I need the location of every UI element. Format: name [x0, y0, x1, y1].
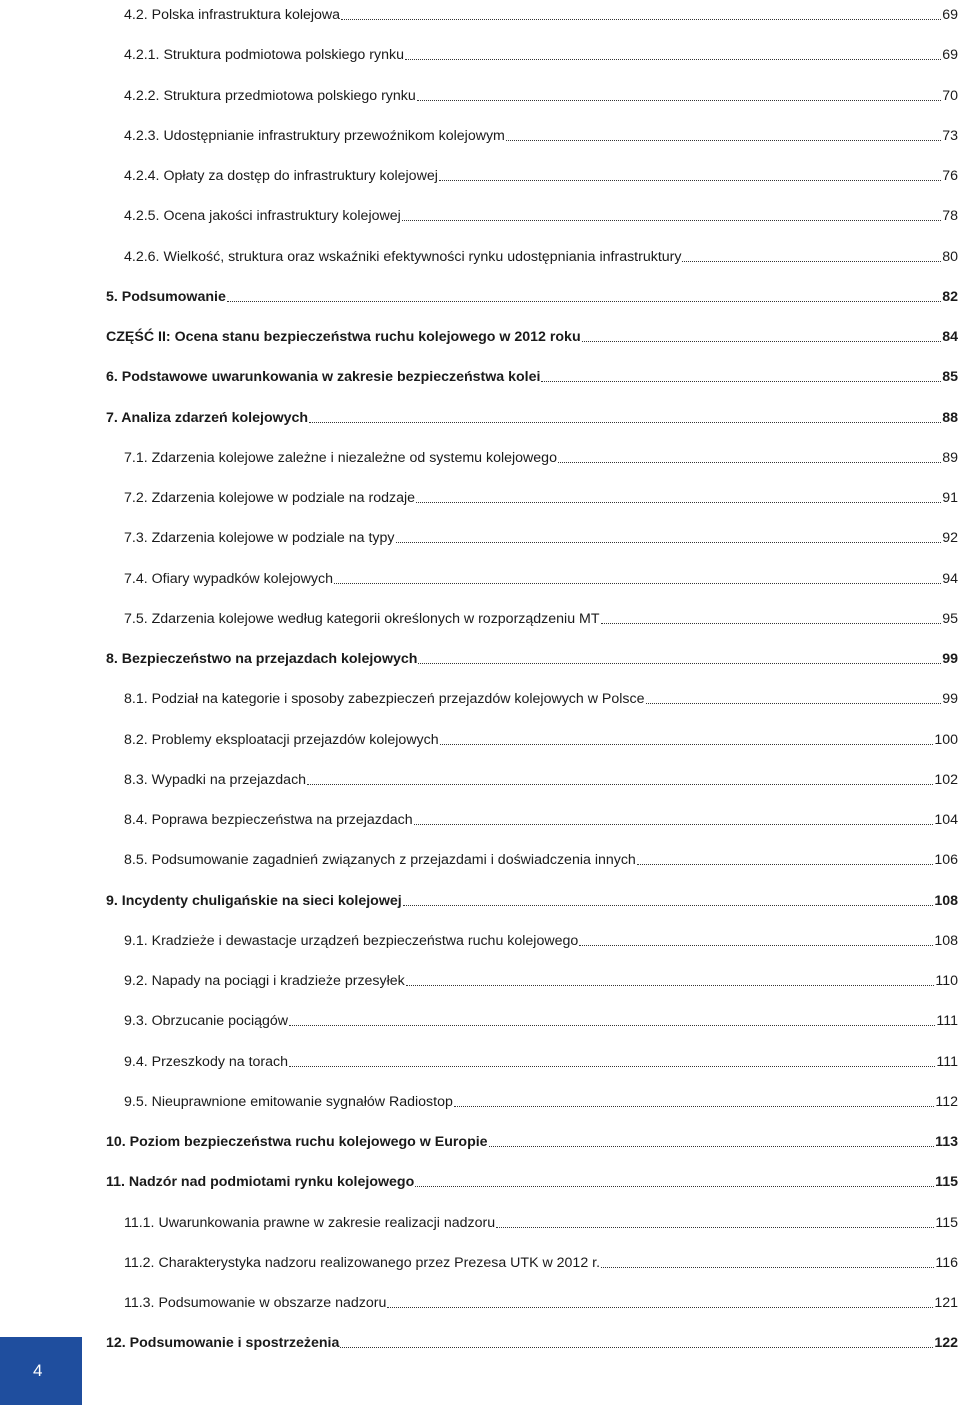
- toc-entry-page: 69: [942, 47, 958, 64]
- toc-entry-label: 10. Poziom bezpieczeństwa ruchu kolejowego w Europie: [106, 1134, 488, 1150]
- toc-leader-dots: [402, 220, 941, 221]
- toc-entry-label: 7. Analiza zdarzeń kolejowych: [106, 409, 309, 426]
- toc-entry[interactable]: [0, 161, 958, 185]
- toc-entry-label: 4.2.6. Wielkość, struktura oraz wskaźniki efektywności rynku udostępniania infrastruktury: [124, 248, 682, 265]
- toc-leader-dots: [506, 140, 941, 141]
- toc-entry[interactable]: [0, 483, 958, 507]
- toc-leader-dots: [489, 1146, 935, 1147]
- toc-entry-label: 8.3. Wypadki na przejazdach: [124, 771, 307, 788]
- toc-entry[interactable]: [0, 121, 958, 145]
- toc-entry-page: 88: [942, 409, 958, 426]
- toc-entry[interactable]: [0, 926, 958, 950]
- toc-entry-label: 4.2.4. Opłaty za dostęp do infrastruktury kolejowej: [124, 168, 438, 184]
- toc-entry-label: 7.4. Ofiary wypadków kolejowych: [124, 570, 333, 587]
- toc-entry-page: 116: [935, 1254, 958, 1271]
- toc-leader-dots: [418, 663, 941, 664]
- toc-entry[interactable]: [0, 1006, 958, 1030]
- toc-leader-dots: [601, 1267, 934, 1268]
- toc-leader-dots: [414, 824, 934, 825]
- toc-entry[interactable]: [0, 443, 958, 467]
- toc-leader-dots: [416, 502, 941, 503]
- toc-entry-label: 9.3. Obrzucanie pociągów: [124, 1013, 289, 1030]
- toc-leader-dots: [227, 301, 941, 302]
- toc-entry-label: 9.4. Przeszkody na torach: [124, 1053, 289, 1070]
- toc-leader-dots: [309, 422, 941, 423]
- toc-entry[interactable]: [0, 966, 958, 990]
- toc-leader-dots: [541, 381, 941, 382]
- toc-entry-page: 95: [942, 610, 958, 627]
- toc-entry[interactable]: [0, 725, 958, 749]
- toc-entry-page: 112: [935, 1093, 958, 1110]
- toc-entry-page: 111: [936, 1013, 958, 1030]
- toc-leader-dots: [637, 864, 934, 865]
- toc-entry[interactable]: [0, 1087, 958, 1111]
- toc-entry[interactable]: [0, 1248, 958, 1272]
- toc-entry-page: 100: [934, 731, 958, 748]
- toc-entry-page: 115: [935, 1174, 958, 1191]
- toc-entry-page: 108: [934, 932, 958, 949]
- toc-entry[interactable]: [0, 0, 958, 24]
- toc-leader-dots: [417, 100, 941, 101]
- toc-leader-dots: [440, 744, 934, 745]
- toc-entry[interactable]: [0, 1167, 958, 1191]
- toc-entry-label: 8.4. Poprawa bezpieczeństwa na przejazdach: [124, 812, 413, 828]
- toc-entry[interactable]: [0, 362, 958, 386]
- toc-entry-page: 110: [935, 973, 958, 989]
- toc-entry-label: 9. Incydenty chuligańskie na sieci kolejowej: [106, 892, 402, 909]
- toc-entry[interactable]: [0, 805, 958, 829]
- toc-entry[interactable]: [0, 81, 958, 105]
- toc-entry-page: 91: [942, 490, 958, 506]
- toc-leader-dots: [415, 1186, 934, 1187]
- toc-leader-dots: [439, 180, 941, 181]
- toc-entry[interactable]: [0, 564, 958, 588]
- toc-entry-label: 7.5. Zdarzenia kolejowe według kategorii określonych w rozporządzeniu MT: [124, 610, 600, 627]
- toc-entry-page: 115: [935, 1214, 958, 1231]
- toc-leader-dots: [406, 985, 935, 986]
- toc-entry[interactable]: [0, 604, 958, 628]
- toc-entry-label: 8. Bezpieczeństwo na przejazdach kolejowych: [106, 651, 418, 667]
- page-number-box: [0, 1337, 82, 1405]
- toc-entry-label: 6. Podstawowe uwarunkowania w zakresie bezpieczeństwa kolei: [106, 369, 541, 386]
- toc-entry[interactable]: [0, 765, 958, 789]
- toc-entry[interactable]: [0, 201, 958, 225]
- toc-entry-page: 92: [942, 530, 958, 547]
- toc-entry-page: 84: [942, 329, 958, 345]
- toc-leader-dots: [403, 905, 934, 906]
- toc-leader-dots: [334, 583, 941, 584]
- toc-entry-page: 69: [942, 7, 958, 23]
- toc-entry-label: 4.2.1. Struktura podmiotowa polskiego rynku: [124, 47, 404, 64]
- toc-entry-label: 11.3. Podsumowanie w obszarze nadzoru: [124, 1295, 387, 1311]
- toc-entry-label: 4.2. Polska infrastruktura kolejowa: [124, 7, 341, 23]
- toc-entry[interactable]: [0, 845, 958, 869]
- toc-entry-label: 5. Podsumowanie: [106, 288, 226, 305]
- toc-leader-dots: [454, 1106, 935, 1107]
- toc-entry[interactable]: [0, 1127, 958, 1151]
- toc-entry-page: 113: [935, 1134, 958, 1150]
- toc-entry[interactable]: [0, 40, 958, 64]
- toc-leader-dots: [396, 542, 942, 543]
- toc-entry-page: 102: [934, 771, 958, 788]
- toc-entry-page: 89: [942, 449, 958, 466]
- toc-leader-dots: [682, 261, 941, 262]
- toc-entry-label: CZĘŚĆ II: Ocena stanu bezpieczeństwa ruchu kolejowego w 2012 roku: [106, 329, 581, 345]
- toc-leader-dots: [496, 1227, 934, 1228]
- toc-entry[interactable]: [0, 1208, 958, 1232]
- toc-entry-page: 85: [942, 369, 958, 386]
- toc-entry[interactable]: [0, 886, 958, 910]
- toc-entry-page: 78: [942, 208, 958, 225]
- toc-entry-page: 106: [934, 852, 958, 869]
- toc-leader-dots: [558, 462, 941, 463]
- toc-entry[interactable]: [0, 282, 958, 306]
- toc-leader-dots: [340, 1347, 933, 1348]
- toc-entry[interactable]: [0, 644, 958, 668]
- toc-entry-page: 99: [942, 651, 958, 667]
- toc-entry-label: 11. Nadzór nad podmiotami rynku kolejowego: [106, 1174, 415, 1191]
- toc-leader-dots: [387, 1307, 933, 1308]
- toc-entry-label: 7.2. Zdarzenia kolejowe w podziale na rodzaje: [124, 490, 416, 506]
- toc-entry-label: 7.1. Zdarzenia kolejowe zależne i niezależne od systemu kolejowego: [124, 449, 557, 466]
- toc-entry-label: 8.2. Problemy eksploatacji przejazdów kolejowych: [124, 731, 439, 748]
- toc-leader-dots: [601, 623, 942, 624]
- toc-leader-dots: [582, 341, 942, 342]
- toc-entry-page: 82: [942, 288, 958, 305]
- toc-entry-page: 76: [942, 168, 958, 184]
- toc-entry-label: 9.2. Napady na pociągi i kradzieże przesyłek: [124, 973, 405, 989]
- toc-entry-label: 9.5. Nieuprawnione emitowanie sygnałów Radiostop: [124, 1093, 453, 1110]
- toc-leader-dots: [341, 19, 941, 20]
- toc-entry-label: 8.1. Podział na kategorie i sposoby zabezpieczeń przejazdów kolejowych w Polsce: [124, 691, 645, 708]
- toc-entry-label: 12. Podsumowanie i spostrzeżenia: [106, 1335, 340, 1352]
- toc-entry[interactable]: [0, 1328, 958, 1352]
- toc-entry-page: 99: [942, 691, 958, 708]
- toc-entry-label: 11.1. Uwarunkowania prawne w zakresie realizacji nadzoru: [124, 1214, 496, 1231]
- toc-entry-page: 80: [942, 248, 958, 265]
- toc-leader-dots: [289, 1066, 935, 1067]
- toc-entry[interactable]: [0, 1288, 958, 1312]
- toc-entry-page: 121: [934, 1295, 958, 1311]
- toc-entry[interactable]: [0, 242, 958, 266]
- toc-entry-page: 104: [934, 812, 958, 828]
- toc-entry[interactable]: [0, 322, 958, 346]
- toc-entry-label: 8.5. Podsumowanie zagadnień związanych z przejazdami i doświadczenia innych: [124, 852, 636, 869]
- toc-entry[interactable]: [0, 684, 958, 708]
- toc-leader-dots: [289, 1025, 935, 1026]
- toc-entry-page: 94: [942, 570, 958, 587]
- toc-entry-page: 70: [942, 87, 958, 104]
- toc-entry[interactable]: [0, 1047, 958, 1071]
- toc-entry[interactable]: [0, 523, 958, 547]
- toc-entry-page: 122: [934, 1335, 958, 1352]
- page-number: 4: [33, 1361, 43, 1380]
- toc-leader-dots: [307, 784, 933, 785]
- toc-leader-dots: [405, 59, 941, 60]
- toc-entry-label: 4.2.5. Ocena jakości infrastruktury kolejowej: [124, 208, 401, 225]
- toc-entry-page: 73: [942, 127, 958, 144]
- toc-entry-page: 111: [936, 1053, 958, 1070]
- toc-entry[interactable]: [0, 403, 958, 427]
- toc-entry-label: 11.2. Charakterystyka nadzoru realizowanego przez Prezesa UTK w 2012 r.: [124, 1254, 601, 1271]
- toc-entry-page: 108: [934, 892, 958, 909]
- toc-entry-label: 4.2.2. Struktura przedmiotowa polskiego rynku: [124, 87, 416, 104]
- toc-entry-label: 9.1. Kradzieże i dewastacje urządzeń bezpieczeństwa ruchu kolejowego: [124, 932, 579, 949]
- toc-leader-dots: [646, 703, 942, 704]
- toc-entry-label: 4.2.3. Udostępnianie infrastruktury przewoźnikom kolejowym: [124, 127, 505, 144]
- toc-leader-dots: [579, 945, 933, 946]
- toc-entry-label: 7.3. Zdarzenia kolejowe w podziale na typy: [124, 530, 395, 547]
